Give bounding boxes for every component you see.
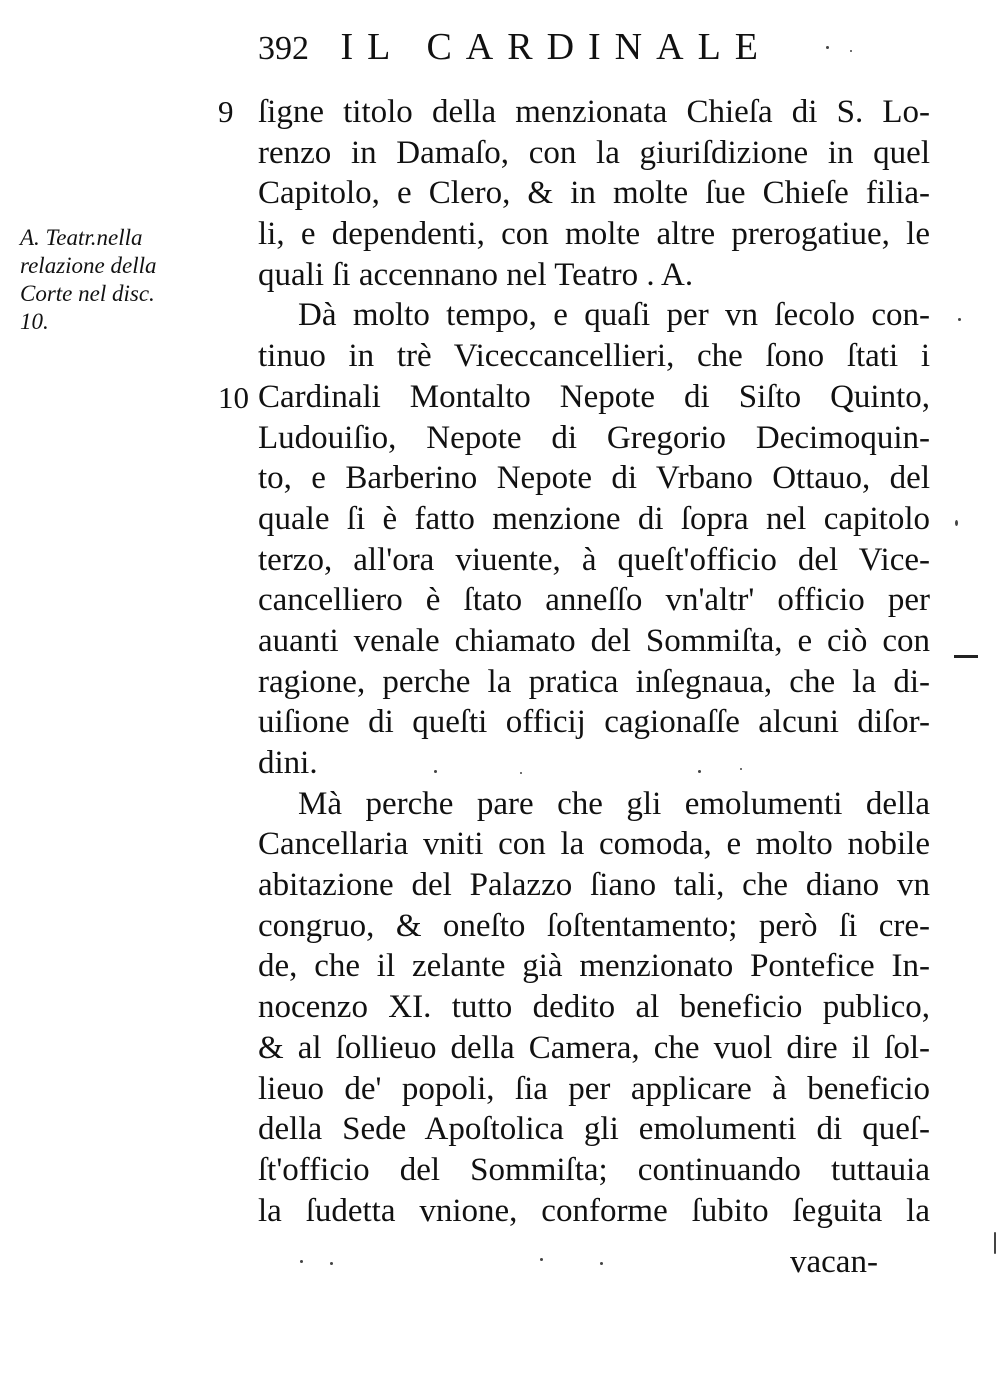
text-line: tinuo in trè Viceccancellieri, che ſono ſtati i (258, 338, 930, 375)
text-line: cancelliero è ſtato anneſſo vn'altr' officio per (258, 582, 930, 619)
running-head (258, 22, 878, 72)
margin-note-line: 10. (20, 309, 49, 334)
text-line: & al ſollieuo della Camera, che vuol dire il ſol- (258, 1029, 930, 1066)
text-line: Ludouiſio, Nepote di Gregorio Decimoquin- (258, 419, 930, 456)
text-line: abitazione del Palazzo ſiano tali, che diano vn (258, 867, 930, 904)
text-line: Cancellaria vniti con la comoda, e molto nobile (258, 826, 930, 863)
text-line: lieuo de' popoli, ſia per applicare à beneficio (258, 1070, 930, 1107)
text-line: quali ſi accennano nel Teatro . A. (258, 256, 694, 293)
ink-speck (826, 46, 829, 49)
text-line: ragione, perche la pratica inſegnaua, che la di- (258, 663, 930, 700)
ink-speck (740, 768, 742, 770)
ink-speck (955, 520, 958, 526)
paragraph-start-line: Dà molto tempo, e quaſi per vn ſecolo con- (298, 297, 930, 334)
ink-speck (434, 770, 437, 773)
catchword: vacan- (790, 1244, 878, 1280)
text-line: terzo, all'ora viuente, à queſt'officio del Vice- (258, 541, 930, 578)
margin-note (20, 224, 205, 336)
text-line: la ſudetta vnione, conforme ſubito ſeguita la (258, 1192, 930, 1229)
text-line: li, e dependenti, con molte altre prerogatiue, le (258, 216, 930, 253)
text-line: auanti venale chiamato del Sommiſta, e ciò con (258, 622, 930, 659)
line-number-10: 10 (218, 380, 249, 415)
margin-note-line: A. Teatr.nella (20, 225, 143, 250)
ink-speck (330, 1262, 333, 1265)
text-line: quale ſi è fatto menzione di ſopra nel capitolo (258, 500, 930, 537)
text-line: nocenzo XI. tutto dedito al beneficio publico, (258, 989, 930, 1026)
line-number-9: 9 (218, 94, 234, 129)
text-line: renzo in Damaſo, con la giuriſdizione in quel (258, 134, 930, 171)
ink-speck (520, 772, 522, 774)
ink-speck (958, 318, 961, 321)
text-line: to, e Barberino Nepote di Vrbano Ottauo, del (258, 460, 930, 497)
text-line: uiſione di queſti officij cagionaſſe alcuni diſor- (258, 704, 930, 741)
paragraph-start-line: Mà perche pare che gli emolumenti della (298, 785, 930, 822)
margin-note-line: relazione della (20, 253, 157, 278)
ink-speck (850, 50, 852, 52)
text-line: de, che il zelante già menzionato Pontefice In- (258, 948, 930, 985)
text-line: Cardinali Montalto Nepote di Siſto Quinto, (258, 378, 930, 415)
text-line: dini. (258, 745, 318, 781)
text-line: congruo, & oneſto ſoſtentamento; però ſi cre- (258, 907, 930, 944)
text-line: Capitolo, e Clero, & in molte ſue Chieſe filia- (258, 175, 930, 212)
ink-speck (698, 770, 701, 773)
body-text (258, 92, 930, 1231)
text-line: ſigne titolo della menzionata Chieſa di S. Lo- (258, 94, 930, 130)
ink-speck (600, 1262, 603, 1265)
text-line: della Sede Apoſtolica gli emolumenti di queſ- (258, 1111, 930, 1148)
text-line: ſt'officio del Sommiſta; continuando tuttauia (258, 1151, 930, 1188)
page-number: 392 (258, 30, 309, 67)
ink-speck (994, 1232, 996, 1254)
margin-dash-mark (954, 655, 978, 658)
running-title: IL CARDINALE (340, 26, 772, 68)
margin-note-line: Corte nel disc. (20, 281, 155, 306)
ink-speck (540, 1258, 543, 1261)
ink-speck (300, 1260, 303, 1263)
